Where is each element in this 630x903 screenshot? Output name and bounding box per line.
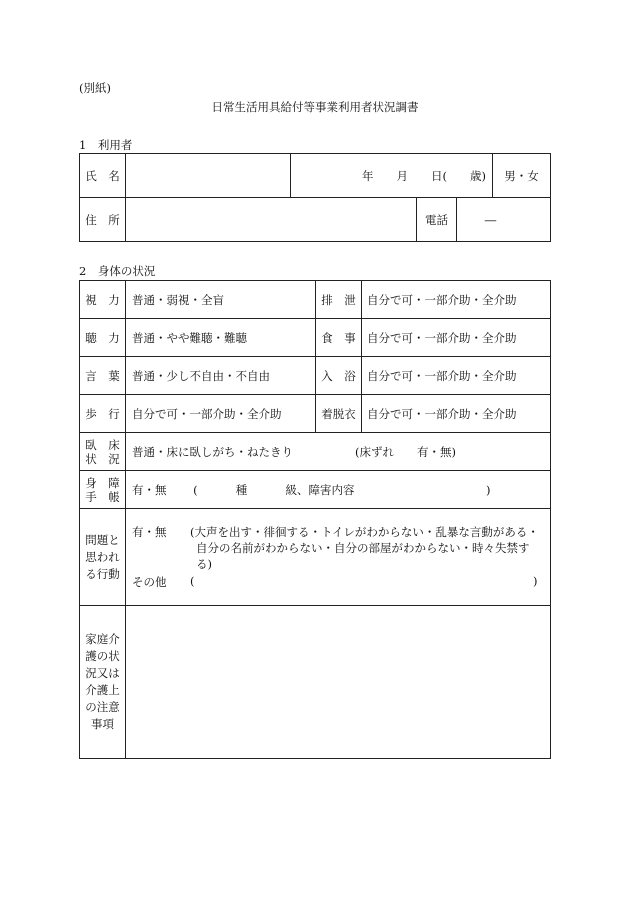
bathing-label: 入 浴 <box>321 368 356 383</box>
name-label: 氏 名 <box>85 168 120 183</box>
dressing-options[interactable]: 自分で可・一部介助・全介助 <box>367 406 517 421</box>
handbook-label-line1: 身 障 <box>85 475 120 490</box>
behavior-other-close-paren: ) <box>533 574 538 588</box>
vision-label: 視 力 <box>85 292 120 307</box>
behavior-other-open-paren: ( <box>190 574 195 588</box>
care-label <box>80 606 125 758</box>
meal-options[interactable]: 自分で可・一部介助・全介助 <box>367 330 517 345</box>
handbook-label <box>80 471 125 508</box>
bedridden-label <box>80 433 125 470</box>
section1-heading: 1 利用者 <box>79 138 133 152</box>
care-label-line1: 家庭介 <box>85 632 120 646</box>
phone-field[interactable]: ― <box>484 212 497 227</box>
bathing-options[interactable]: 自分で可・一部介助・全介助 <box>367 368 517 383</box>
bedsore-options[interactable]: (床ずれ 有・無) <box>355 444 456 459</box>
walking-options[interactable]: 自分で可・一部介助・全介助 <box>132 406 282 421</box>
excretion-label: 排 泄 <box>321 292 356 307</box>
vision-options[interactable]: 普通・弱視・全盲 <box>132 292 224 307</box>
care-label-line5: の注意 <box>85 700 120 714</box>
behavior-label-line3: る行動 <box>85 566 120 581</box>
handbook-label-line2: 手 帳 <box>85 489 120 504</box>
section2-heading: 2 身体の状況 <box>79 264 156 278</box>
care-label-line4: 介護上 <box>85 683 120 697</box>
behavior-label-line2: 思われ <box>85 549 120 564</box>
care-label-line2: 護の状 <box>85 649 120 663</box>
birthdate-field[interactable]: 年 月 日( 歳) <box>362 168 486 183</box>
address-label: 住 所 <box>85 212 120 227</box>
care-notes-field[interactable] <box>126 606 550 758</box>
bedridden-label-line2: 状 況 <box>85 451 120 466</box>
page-title: 日常生活用具給付等事業利用者状況調書 <box>211 100 419 114</box>
behavior-detail-line3: る) <box>196 557 212 571</box>
behavior-label <box>80 509 125 605</box>
bedridden-options[interactable]: 普通・床に臥しがち・ねたきり <box>132 444 293 459</box>
handbook-close-paren: ) <box>486 482 491 497</box>
behavior-detail-line1: (大声を出す・徘徊する・トイレがわからない・乱暴な言動がある・ <box>190 525 539 539</box>
behavior-detail-line2: 自分の名前がわからない・自分の部屋がわからない・時々失禁す <box>196 541 530 555</box>
behavior-label-line1: 問題と <box>85 532 120 547</box>
walking-label: 歩 行 <box>85 406 120 421</box>
name-field[interactable] <box>126 154 290 197</box>
address-field[interactable] <box>126 198 416 241</box>
excretion-options[interactable]: 自分で可・一部介助・全介助 <box>367 292 517 307</box>
annex-label: (別紙) <box>79 81 111 95</box>
hearing-label: 聴 力 <box>85 330 120 345</box>
dressing-label: 着脱衣 <box>321 406 356 421</box>
gender-field[interactable]: 男・女 <box>504 168 539 183</box>
hearing-options[interactable]: 普通・やや難聴・難聴 <box>132 330 247 345</box>
care-label-line6: 事項 <box>91 717 114 731</box>
care-label-line3: 況又は <box>85 666 120 680</box>
behavior-yesno[interactable]: 有・無 <box>132 525 167 539</box>
behavior-other-label: その他 <box>132 575 167 589</box>
meal-label: 食 事 <box>321 330 356 345</box>
speech-options[interactable]: 普通・少し不自由・不自由 <box>132 368 270 383</box>
bedridden-label-line1: 臥 床 <box>85 437 120 452</box>
behavior-other-field[interactable] <box>196 572 526 588</box>
phone-label: 電話 <box>425 212 448 227</box>
speech-label: 言 葉 <box>85 368 120 383</box>
handbook-options[interactable]: 有・無 ( 種 級、障害内容 <box>132 482 355 497</box>
